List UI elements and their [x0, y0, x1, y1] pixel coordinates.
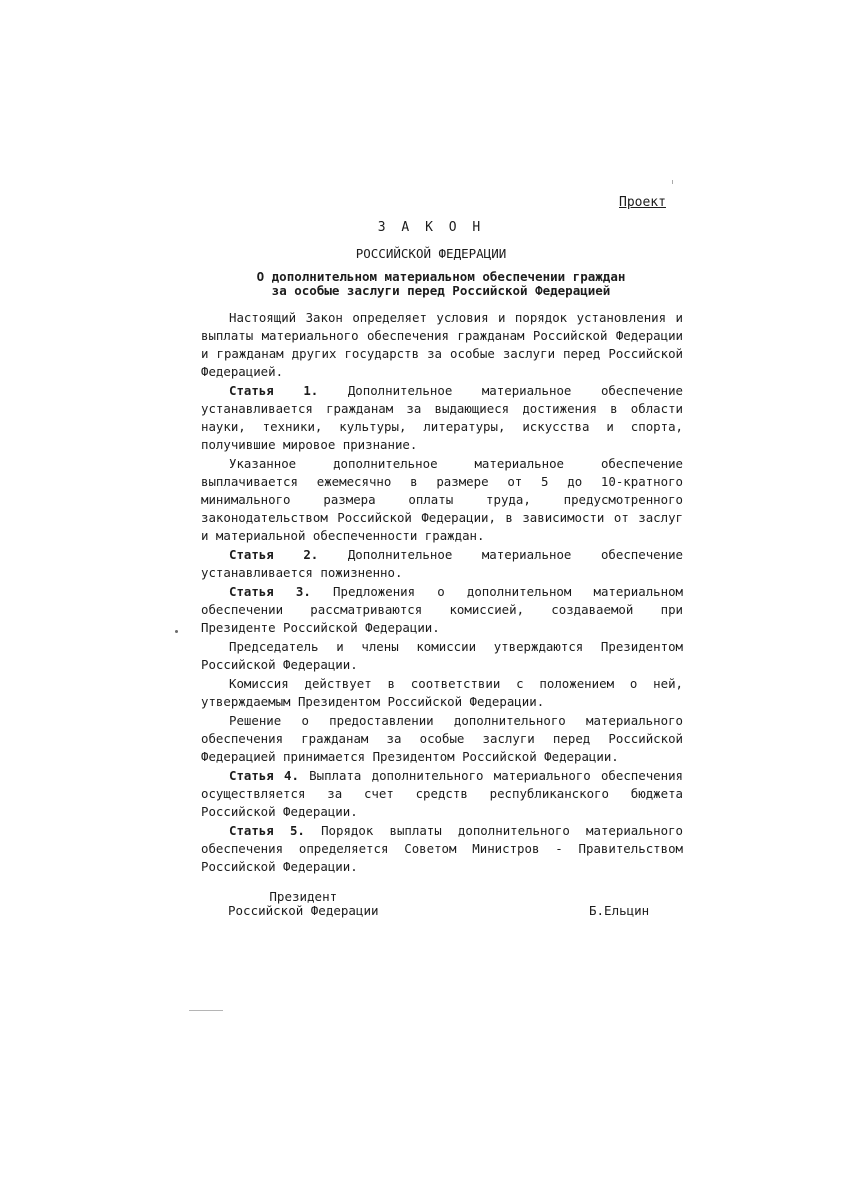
- scan-speck: [672, 180, 673, 184]
- scan-speck: [189, 1010, 223, 1011]
- scan-speck: [175, 630, 178, 633]
- signatory-title: [228, 890, 379, 918]
- signatory-title-line-2: Российской Федерации: [228, 903, 379, 918]
- article-4-paragraph: [201, 767, 683, 821]
- article-1-text: Дополнительное материальное обеспечение устанавливается гражданам за выдающиеся достижения в области науки, техники, культуры, литературы, искусства и спорта, получившие мировое признание.: [201, 383, 683, 452]
- article-5-heading: Статья 5.: [229, 823, 305, 838]
- article-3-paragraph-3: Комиссия действует в соответствии с положением о ней, утверждаемым Президентом Российской Федерации.: [201, 676, 683, 709]
- article-3-paragraph-4: Решение о предоставлении дополнительного материального обеспечения гражданам за особые заслуги перед Российской Федерацией принимается Президентом Российской Федерации.: [201, 713, 683, 764]
- article-1-paragraph-2: Указанное дополнительное материальное обеспечение выплачивается ежемесячно в размере от 5 до 10-кратного минимального размера оплаты труда, предусмотренного законодательством Российской Федерации, в зависимости от заслуг и материальной обеспеченности граждан.: [201, 456, 683, 543]
- law-subject-line-2: за особые заслуги перед Российской Федерацией: [271, 283, 611, 298]
- article-5-text: Порядок выплаты дополнительного материального обеспечения определяется Советом Министров - Правительством Российской Федерации.: [201, 823, 684, 874]
- article-3-paragraph: [201, 583, 683, 637]
- article-2-text: Дополнительное материальное обеспечение устанавливается пожизненно.: [201, 547, 683, 580]
- preamble-paragraph: Настоящий Закон определяет условия и порядок установления и выплаты материального обеспечения гражданам Российской Федерации и гражданам других государств за особые заслуги перед Российской Федерацией.: [201, 310, 683, 379]
- draft-label: Проект: [619, 195, 666, 210]
- law-subject-line-1: О дополнительном материальном обеспечении граждан: [256, 269, 626, 284]
- law-body: [201, 309, 683, 876]
- country-title: РОССИЙСКОЙ ФЕДЕРАЦИИ: [355, 246, 507, 261]
- article-3-text: Предложения о дополнительном материальном обеспечении рассматриваются комиссией, создаваемой при Президенте Российской Федерации.: [201, 584, 684, 635]
- article-4-heading: Статья 4.: [229, 768, 299, 783]
- law-subject: [0, 270, 842, 298]
- document-type-title: З А К О Н: [377, 220, 485, 235]
- signatory-name: Б.Ельцин: [589, 903, 650, 918]
- article-1-heading: Статья 1.: [229, 383, 319, 398]
- article-2-heading: Статья 2.: [229, 547, 319, 562]
- article-3-heading: Статья 3.: [229, 584, 311, 599]
- article-3-paragraph-2: Председатель и члены комиссии утверждаются Президентом Российской Федерации.: [201, 639, 683, 672]
- article-1-paragraph: [201, 382, 683, 454]
- article-4-text: Выплата дополнительного материального обеспечения осуществляется за счет средств республиканского бюджета Российской Федерации.: [201, 768, 683, 819]
- signatory-title-line-1: Президент: [269, 889, 338, 904]
- article-2-paragraph: [201, 546, 683, 582]
- article-5-paragraph: [201, 822, 683, 876]
